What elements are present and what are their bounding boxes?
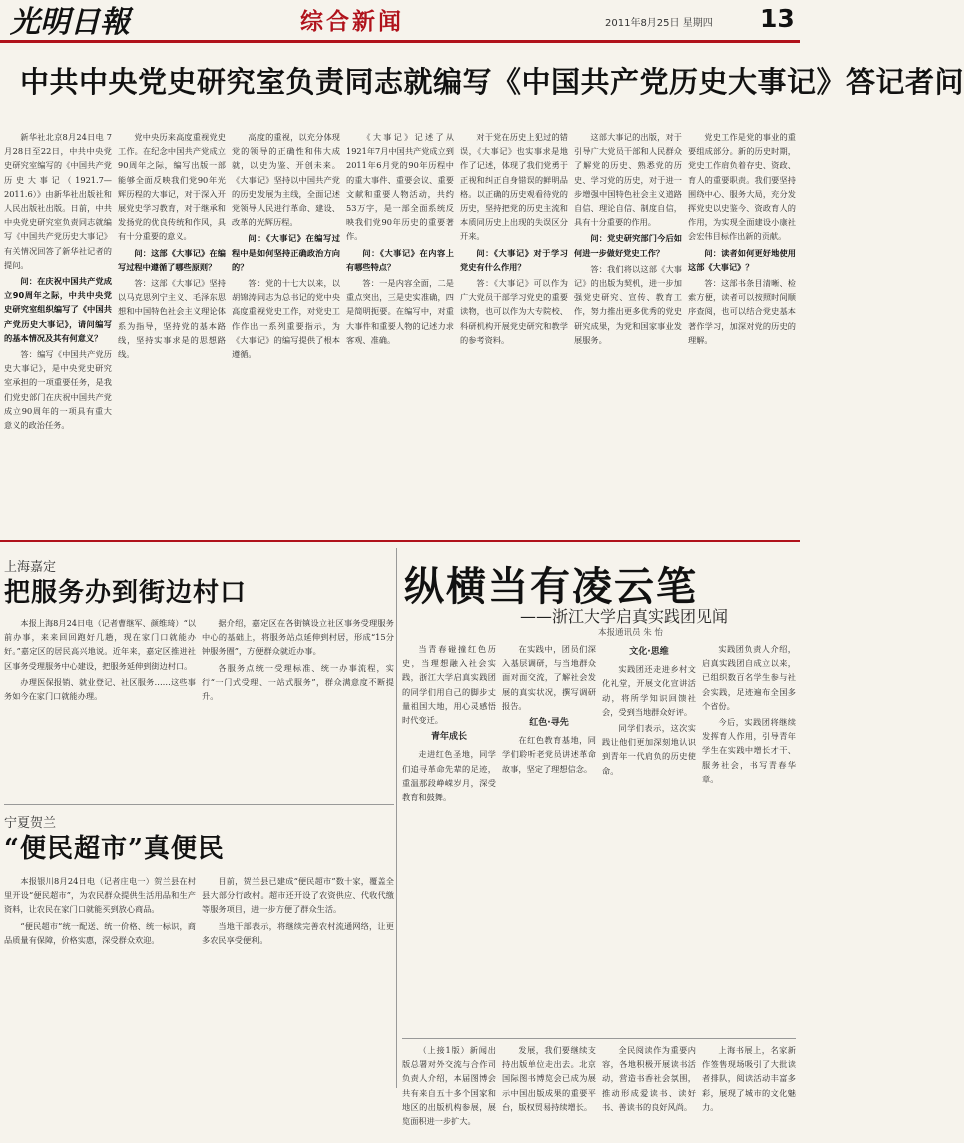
zhejiang-byline: 本报通讯员 朱 怡 xyxy=(598,628,663,638)
paragraph: 答：这部《大事记》坚持以马克思列宁主义、毛泽东思想和中国特色社会主义理论体系为指导，坚持党的基本路线，坚持实事求是的思想路线。 xyxy=(118,278,226,360)
paragraph: 这部大事记的出版，对于引导广大党员干部和人民群众了解党的历史、熟悉党的历史、学习党的历史，对于进一步增强中国特色社会主义道路自信、理论自信、制度自信，具有十分重要的作用。 xyxy=(574,132,682,228)
story-divider xyxy=(402,1038,796,1039)
text-column xyxy=(502,642,596,1034)
text-column xyxy=(688,130,796,535)
text-column xyxy=(4,616,196,791)
paragraph: 高度的重视，以充分体现党的领导的正确性和伟大成就，以史为鉴、开创未来。《大事记》坚持以中国共产党的历史发展为主线，全面记述党领导人民进行革命、建设、改革的光辉历程。 xyxy=(232,132,340,228)
paragraph: 在红色教育基地，同学们聆听老党员讲述革命故事，坚定了理想信念。 xyxy=(502,735,596,774)
paragraph: 答：《大事记》可以作为广大党员干部学习党史的重要读物，也可以作为大专院校、科研机构开展党史研究和教学的参考资料。 xyxy=(460,278,568,345)
story-divider xyxy=(4,804,394,805)
paragraph: 问：读者如何更好地使用这部《大事记》？ xyxy=(688,247,796,272)
paragraph: 答：一是内容全面，二是重点突出，三是史实准确，四是简明扼要。在编写中，对重大事件和重要人物的记述力求客观、准确。 xyxy=(346,278,454,345)
paragraph: 《大事记》记述了从1921年7月中国共产党成立到2011年6月党的90年历程中的重大事件、重要会议、重要文献和重要人物活动，共约53万字，是一部全面系统反映我们党90年历史的重要著作。 xyxy=(346,132,454,242)
paragraph: 实践团还走进乡村文化礼堂，开展文化宣讲活动，将所学知识回馈社会，受到当地群众好评。 xyxy=(602,664,696,717)
paragraph: 据介绍，嘉定区在各街镇设立社区事务受理服务中心的基础上，将服务站点延伸到村居，形成“15分钟服务圈”，方便群众就近办事。 xyxy=(202,618,394,657)
paragraph: “便民超市”统一配送、统一价格、统一标识，商品质量有保障，价格实惠，深受群众欢迎。 xyxy=(4,920,196,945)
lead-article-body xyxy=(4,130,796,535)
column-divider xyxy=(396,548,397,1088)
text-column xyxy=(402,642,496,1034)
ningxia-kicker: 宁夏贺兰 xyxy=(4,816,57,831)
text-column xyxy=(602,1043,696,1141)
paragraph: 当青春碰撞红色历史，当理想融入社会实践，浙江大学启真实践团的同学们用自己的脚步丈量祖国大地，用心灵感悟时代变迁。 xyxy=(402,644,496,726)
zhejiang-headline: 纵横当有凌云笔 xyxy=(404,564,698,610)
masthead-divider xyxy=(0,40,800,43)
zhejiang-article-body xyxy=(402,642,796,1034)
text-column xyxy=(232,130,340,535)
paragraph: 同学们表示，这次实践让他们更加深刻地认识到青年一代肩负的历史使命。 xyxy=(602,723,696,776)
text-column xyxy=(602,642,696,1034)
paragraph: 当地干部表示，将继续完善农村流通网络，让更多农民享受便利。 xyxy=(202,920,394,945)
text-column xyxy=(402,1043,496,1141)
text-column xyxy=(202,874,394,1139)
paragraph: 答：党的十七大以来，以胡锦涛同志为总书记的党中央高度重视党史工作，对党史工作作出一系列重要指示，为《大事记》的编写提供了根本遵循。 xyxy=(232,278,340,360)
paragraph: 党中央历来高度重视党史工作。在纪念中国共产党成立90周年之际，编写出版一部能够全面反映我们党90年光辉历程的大事记，对于深入开展党史学习教育，对于继承和发扬党的优良传统和作风，具有十分重要的意义。 xyxy=(118,132,226,242)
paragraph: 走进红色圣地，同学们追寻革命先辈的足迹，重温那段峥嵘岁月，深受教育和鼓舞。 xyxy=(402,749,496,803)
paragraph: 问：在庆祝中国共产党成立90周年之际，中共中央党史研究室组织编写了《中国共产党历史大事记》，请问编写的基本情况及其有何意义？ xyxy=(4,276,112,343)
paragraph: 答：这部书条目清晰、检索方便，读者可以按照时间顺序查阅，也可以结合党史基本著作学习，加深对党的历史的理解。 xyxy=(688,278,796,345)
paragraph: 问：《大事记》在编写过程中是如何坚持正确政治方向的？ xyxy=(232,233,340,272)
shanghai-article-body xyxy=(4,616,394,791)
paragraph: 答：我们将以这部《大事记》的出版为契机，进一步加强党史研究、宣传、教育工作，努力推出更多优秀的党史研究成果，为党和国家事业发展服务。 xyxy=(574,263,682,345)
text-column xyxy=(502,1043,596,1141)
paragraph: 红色·寻先 xyxy=(529,718,569,729)
paragraph: 答：编写《中国共产党历史大事记》，是中央党史研究室承担的一项重要任务，是我们党史部门在庆祝中国共产党成立90周年的一项具有重大意义的政治任务。 xyxy=(4,349,112,431)
text-column xyxy=(4,130,112,535)
paragraph: 新华社北京8月24日电 7月28日至22日，中共中央党史研究室编写的《中国共产党历史大事记（1921.7—2011.6）》由新华社出版社和人民出版社出版。日前，中共中央党史研究室负责同志就编写《中国共产党历史大事记》有关情况回答了新华社记者的提问。 xyxy=(4,132,112,270)
logo-text: 光明日報 xyxy=(10,5,130,40)
masthead xyxy=(0,0,800,44)
ningxia-headline: “便民超市”真便民 xyxy=(4,834,225,864)
text-column xyxy=(346,130,454,535)
ningxia-article-body xyxy=(4,874,394,1139)
text-column xyxy=(4,874,196,1139)
paragraph: 对于党在历史上犯过的错误，《大事记》也实事求是地作了记述，体现了我们党勇于正视和纠正自身错误的鲜明品格。以正确的历史观看待党的历史，坚持把党的历史主流和本质同历史上出现的失误区分开来。 xyxy=(460,132,568,242)
page-number: 13 xyxy=(760,4,795,33)
newspaper-logo xyxy=(8,2,173,38)
paragraph: 党史工作是党的事业的重要组成部分。新的历史时期，党史工作肩负着存史、资政、育人的重要职责。我们要坚持围绕中心、服务大局，充分发挥党史以史鉴今、资政育人的作用，为实现全面建设小康社会宏伟目标作出新的贡献。 xyxy=(688,132,796,242)
text-column xyxy=(702,1043,796,1141)
paragraph: 问：《大事记》在内容上有哪些特点？ xyxy=(346,247,454,272)
paragraph: 问：这部《大事记》在编写过程中遵循了哪些原则？ xyxy=(118,247,226,272)
paragraph: 目前，贺兰县已建成“便民超市”数十家，覆盖全县大部分行政村。超市还开设了农资供应、代收代缴等服务项目，进一步方便了群众生活。 xyxy=(202,876,394,915)
paragraph: 本报银川8月24日电（记者庄电一）贺兰县在村里开设“便民超市”，为农民群众提供生活用品和生产资料，让农民在家门口就能买到放心商品。 xyxy=(4,876,196,915)
text-column xyxy=(202,616,394,791)
text-column xyxy=(118,130,226,535)
paragraph: 发展，我们要继续支持出版单位走出去。北京国际图书博览会已成为展示中国出版成果的重要平台，版权贸易持续增长。 xyxy=(502,1045,596,1112)
text-column xyxy=(702,642,796,1034)
paragraph: 全民阅读作为重要内容，各地积极开展读书活动，营造书香社会氛围，推动形成爱读书、读好书、善读书的良好风尚。 xyxy=(602,1045,696,1112)
issue-date: 2011年8月25日 星期四 xyxy=(605,18,713,29)
text-column xyxy=(460,130,568,535)
paragraph: 问：《大事记》对于学习党史有什么作用？ xyxy=(460,247,568,272)
paragraph: 问：党史研究部门今后如何进一步做好党史工作？ xyxy=(574,233,682,258)
briefs-body xyxy=(402,1043,796,1141)
paragraph: 青年成长 xyxy=(430,732,467,743)
paragraph: （上接1版）新闻出版总署对外交流与合作司负责人介绍，本届图博会共有来自五十多个国家和地区的出版机构参展，展览面积进一步扩大。 xyxy=(402,1045,496,1127)
section-divider xyxy=(0,540,800,542)
paragraph: 在实践中，团员们深入基层调研，与当地群众面对面交流，了解社会发展的真实状况，撰写调研报告。 xyxy=(502,644,596,711)
shanghai-headline: 把服务办到街边村口 xyxy=(4,578,248,608)
shanghai-kicker: 上海嘉定 xyxy=(4,560,57,575)
paragraph: 办理医保报销、就业登记、社区服务……这些事务如今在家门口就能办理。 xyxy=(4,676,196,702)
paragraph: 今后，实践团将继续发挥育人作用，引导青年学生在实践中增长才干、服务社会，书写青春华章。 xyxy=(702,717,796,784)
paragraph: 实践团负责人介绍，启真实践团自成立以来，已组织数百名学生参与社会实践，足迹遍布全国多个省份。 xyxy=(702,644,796,711)
zhejiang-subtitle: ——浙江大学启真实践团见闻 xyxy=(520,607,729,626)
section-title: 综合新闻 xyxy=(300,9,404,35)
paragraph: 上海书展上，名家新作签售现场吸引了大批读者排队，阅读活动丰富多彩，展现了城市的文化魅力。 xyxy=(702,1045,796,1112)
paragraph: 本报上海8月24日电（记者曹继军、颜维琦）“以前办事，来来回回跑好几趟，现在家门口就能办好。”嘉定区的居民高兴地说。近年来，嘉定区推进社区事务受理服务中心建设，把服务延伸到街边村口。 xyxy=(4,618,196,671)
text-column xyxy=(574,130,682,535)
paragraph: 各服务点统一受理标准、统一办事流程，实行“一门式受理、一站式服务”，群众满意度不断提升。 xyxy=(202,662,394,702)
lead-headline: 中共中央党史研究室负责同志就编写《中国共产党历史大事记》答记者问 xyxy=(20,65,964,99)
paragraph: 文化·思维 xyxy=(629,647,669,657)
